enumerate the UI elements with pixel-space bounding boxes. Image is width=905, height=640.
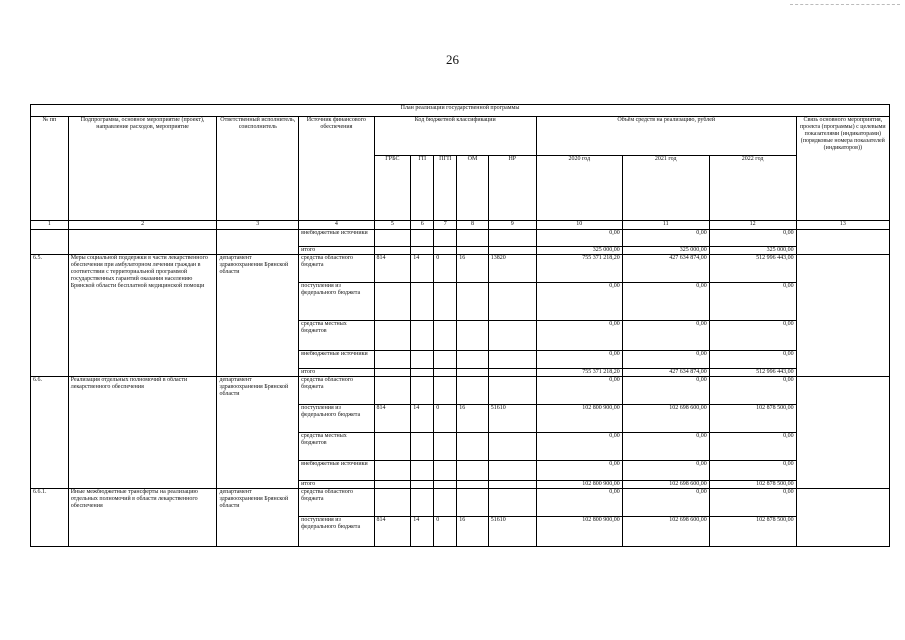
code-nr: 51610 [488,405,536,433]
value-2021: 0,00 [622,489,709,517]
header-nr: НР [488,156,536,221]
cell-link [796,255,889,377]
code-nr: 51610 [488,517,536,547]
cell-link [796,489,889,547]
value-2020: 325 000,00 [536,247,622,255]
code-grbs: 814 [374,405,411,433]
header-no: № пп [31,117,69,221]
row-number: 6.5. [31,255,69,377]
column-number: 10 [536,221,622,230]
code-gp: 14 [411,255,434,283]
table-row [31,255,890,283]
measure-name: Иные межбюджетные трансферты на реализацию отдельных полномочий в области лекарственного обеспечения [68,489,217,547]
header-link: Связь основного мероприятия, проекта (программы) с целевыми показателями (индикаторами) (порядковые номера показателей (индикаторов)) [796,117,889,221]
code-om: 16 [457,255,488,283]
table-row [31,230,890,247]
measure-name: Меры социальной поддержки в части лекарственного обеспечения при амбулаторном лечении граждан в соответствии с территориальной программой государственных гарантий оказания населению Брянской области бесплатной медицинской помощи [68,255,217,377]
value-2021: 102 698 600,00 [622,517,709,547]
cell-link [796,230,889,255]
program-plan-table [30,104,890,547]
code-om: 16 [457,405,488,433]
value-2020: 0,00 [536,433,622,461]
value-2022: 0,00 [709,351,796,369]
header-budget-code: Код бюджетной классификации [374,117,536,156]
column-number: 9 [488,221,536,230]
value-2022: 102 878 500,00 [709,517,796,547]
value-2020: 755 371 218,20 [536,255,622,283]
source-regional: средства областного бюджета [299,377,374,405]
header-source: Источник финансового обеспечения [299,117,374,221]
row-number: 6.6. [31,377,69,489]
scan-mark [790,4,900,6]
cell-empty [68,230,217,255]
value-2021: 102 698 600,00 [622,481,709,489]
code-nr: 13820 [488,255,536,283]
header-responsible: Ответственный исполнитель, соисполнитель [217,117,299,221]
value-2020: 0,00 [536,230,622,247]
measure-name: Реализация отдельных полномочий в области лекарственного обеспечения [68,377,217,489]
value-2021: 0,00 [622,351,709,369]
value-2020: 102 800 900,00 [536,405,622,433]
cell-empty [217,230,299,255]
header-volume: Объём средств на реализацию, рублей [536,117,796,156]
source-regional: средства областного бюджета [299,255,374,283]
value-2022: 512 996 443,00 [709,369,796,377]
value-2021: 427 634 874,00 [622,255,709,283]
value-2021: 427 634 874,00 [622,369,709,377]
source-regional: средства областного бюджета [299,489,374,517]
column-number: 7 [434,221,457,230]
header-pgp: ПГП [434,156,457,221]
column-number: 4 [299,221,374,230]
column-number: 12 [709,221,796,230]
column-number: 2 [68,221,217,230]
value-2021: 0,00 [622,461,709,481]
value-2022: 0,00 [709,283,796,321]
value-2022: 0,00 [709,489,796,517]
column-number: 1 [31,221,69,230]
value-2022: 102 878 500,00 [709,481,796,489]
source-offbudget: внебюджетные источники [299,351,374,369]
responsible-executor: департамент здравоохранения Брянской области [217,377,299,489]
source-local: средства местных бюджетов [299,321,374,351]
source-offbudget: внебюджетные источники [299,461,374,481]
cell-empty [31,230,69,255]
value-2022: 0,00 [709,433,796,461]
value-2022: 102 878 500,00 [709,405,796,433]
source-offbudget: внебюджетные источники [299,230,374,247]
value-2022: 0,00 [709,461,796,481]
responsible-executor: департамент здравоохранения Брянской области [217,489,299,547]
value-2022: 0,00 [709,321,796,351]
header-2021: 2021 год [622,156,709,221]
value-2021: 0,00 [622,377,709,405]
value-2020: 0,00 [536,489,622,517]
column-number: 11 [622,221,709,230]
column-number: 8 [457,221,488,230]
header-subprogram: Подпрограмма, основное мероприятие (проект), направление расходов, мероприятие [68,117,217,221]
table-title: План реализации государственной программы [31,105,890,117]
value-2022: 0,00 [709,230,796,247]
value-2021: 0,00 [622,230,709,247]
column-number: 5 [374,221,411,230]
header-2022: 2022 год [709,156,796,221]
responsible-executor: департамент здравоохранения Брянской области [217,255,299,377]
table-row [31,377,890,405]
column-numbers-row [31,221,890,230]
code-grbs: 814 [374,517,411,547]
column-number: 3 [217,221,299,230]
table-row [31,489,890,517]
code-om: 16 [457,517,488,547]
value-2020: 0,00 [536,461,622,481]
value-2020: 755 371 218,20 [536,369,622,377]
code-pgp: 0 [434,405,457,433]
header-om: ОМ [457,156,488,221]
value-2020: 102 800 900,00 [536,517,622,547]
header-grbs: ГРБС [374,156,411,221]
value-2022: 512 996 443,00 [709,255,796,283]
value-2021: 0,00 [622,321,709,351]
value-2020: 0,00 [536,351,622,369]
column-number: 6 [411,221,434,230]
row-number: 6.6.1. [31,489,69,547]
page-number: 26 [446,52,459,67]
source-total: итого [299,369,374,377]
source-total: итого [299,481,374,489]
header-gp: ГП [411,156,434,221]
column-number: 13 [796,221,889,230]
cell-link [796,377,889,489]
code-grbs: 814 [374,255,411,283]
value-2020: 0,00 [536,283,622,321]
code-gp: 14 [411,405,434,433]
value-2021: 0,00 [622,433,709,461]
value-2022: 0,00 [709,377,796,405]
value-2021: 325 000,00 [622,247,709,255]
source-federal: поступления из федерального бюджета [299,405,374,433]
value-2020: 102 800 900,00 [536,481,622,489]
source-total: итого [299,247,374,255]
source-local: средства местных бюджетов [299,433,374,461]
code-pgp: 0 [434,517,457,547]
value-2021: 0,00 [622,283,709,321]
source-federal: поступления из федерального бюджета [299,283,374,321]
code-pgp: 0 [434,255,457,283]
code-gp: 14 [411,517,434,547]
value-2022: 325 000,00 [709,247,796,255]
value-2020: 0,00 [536,321,622,351]
header-2020: 2020 год [536,156,622,221]
value-2021: 102 698 600,00 [622,405,709,433]
source-federal: поступления из федерального бюджета [299,517,374,547]
value-2020: 0,00 [536,377,622,405]
